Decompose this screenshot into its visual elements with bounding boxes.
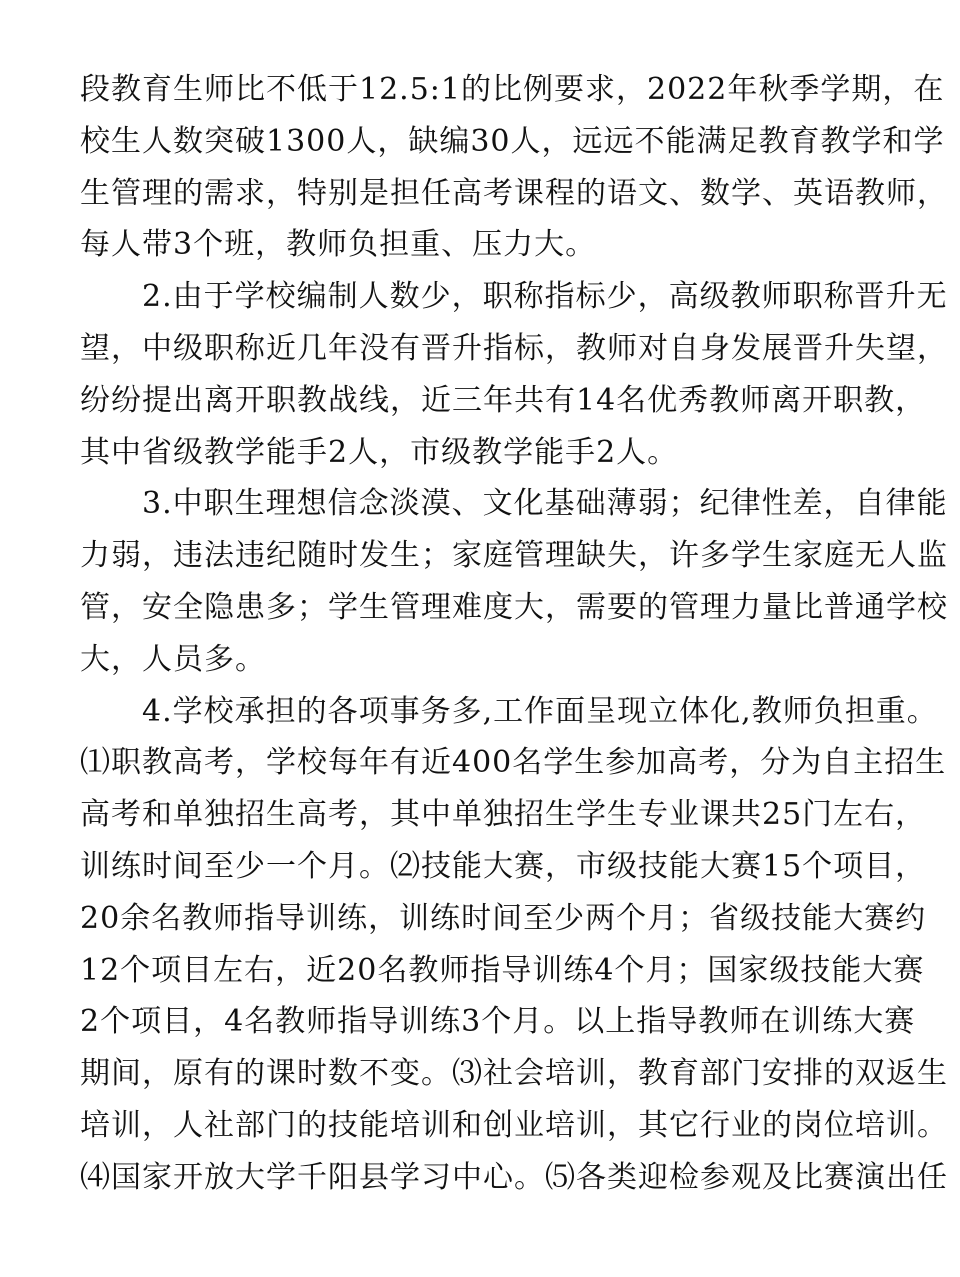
text-line: 每人带3个班，教师负担重、压力大。 bbox=[80, 227, 597, 263]
text-line: 训练时间至少一个月。⑵技能大赛，市级技能大赛15个项目， bbox=[80, 848, 927, 884]
text-line: 纷纷提出离开职教战线，近三年共有14名优秀教师离开职教， bbox=[80, 382, 927, 418]
text-line: 期间，原有的课时数不变。⑶社会培训，教育部门安排的双返生 bbox=[80, 1056, 948, 1092]
text-line: 高考和单独招生高考，其中单独招生学生专业课共25门左右， bbox=[80, 797, 927, 833]
text-line: 培训，人社部门的技能培训和创业培训，其它行业的岗位培训。 bbox=[80, 1107, 948, 1143]
text-line: 2个项目，4名教师指导训练3个月。以上指导教师在训练大赛 bbox=[80, 1004, 916, 1040]
text-line: 其中省级教学能手2人，市级教学能手2人。 bbox=[80, 434, 679, 470]
text-line: 4.学校承担的各项事务多,工作面呈现立体化,教师负担重。 bbox=[142, 693, 938, 729]
text-line: 20余名教师指导训练，训练时间至少两个月；省级技能大赛约 bbox=[80, 900, 927, 936]
text-line: 2.由于学校编制人数少，职称指标少，高级教师职称晋升无 bbox=[142, 279, 948, 315]
text-line: 校生人数突破1300人，缺编30人，远远不能满足教育教学和学 bbox=[80, 123, 945, 159]
text-line: 段教育生师比不低于12.5:1的比例要求，2022年秋季学期，在 bbox=[80, 72, 945, 107]
text-line: 管，安全隐患多；学生管理难度大，需要的管理力量比普通学校 bbox=[80, 589, 948, 625]
text-line: ⑴职教高考，学校每年有近400名学生参加高考，分为自主招生 bbox=[80, 745, 947, 781]
text-line: 12个项目左右，近20名教师指导训练4个月；国家级技能大赛 bbox=[80, 952, 925, 988]
text-line: 望，中级职称近几年没有晋升指标，教师对自身发展晋升失望， bbox=[80, 330, 948, 366]
text-line: 生管理的需求，特别是担任高考课程的语文、数学、英语教师， bbox=[80, 175, 948, 211]
text-line: 力弱，违法违纪随时发生；家庭管理缺失，许多学生家庭无人监 bbox=[80, 538, 948, 574]
text-line: ⑷国家开放大学千阳县学习中心。⑸各类迎检参观及比赛演出任 bbox=[80, 1159, 948, 1195]
text-line: 大，人员多。 bbox=[80, 641, 266, 677]
text-line: 3.中职生理想信念淡漠、文化基础薄弱；纪律性差，自律能 bbox=[142, 486, 948, 522]
document-body bbox=[80, 64, 948, 1204]
